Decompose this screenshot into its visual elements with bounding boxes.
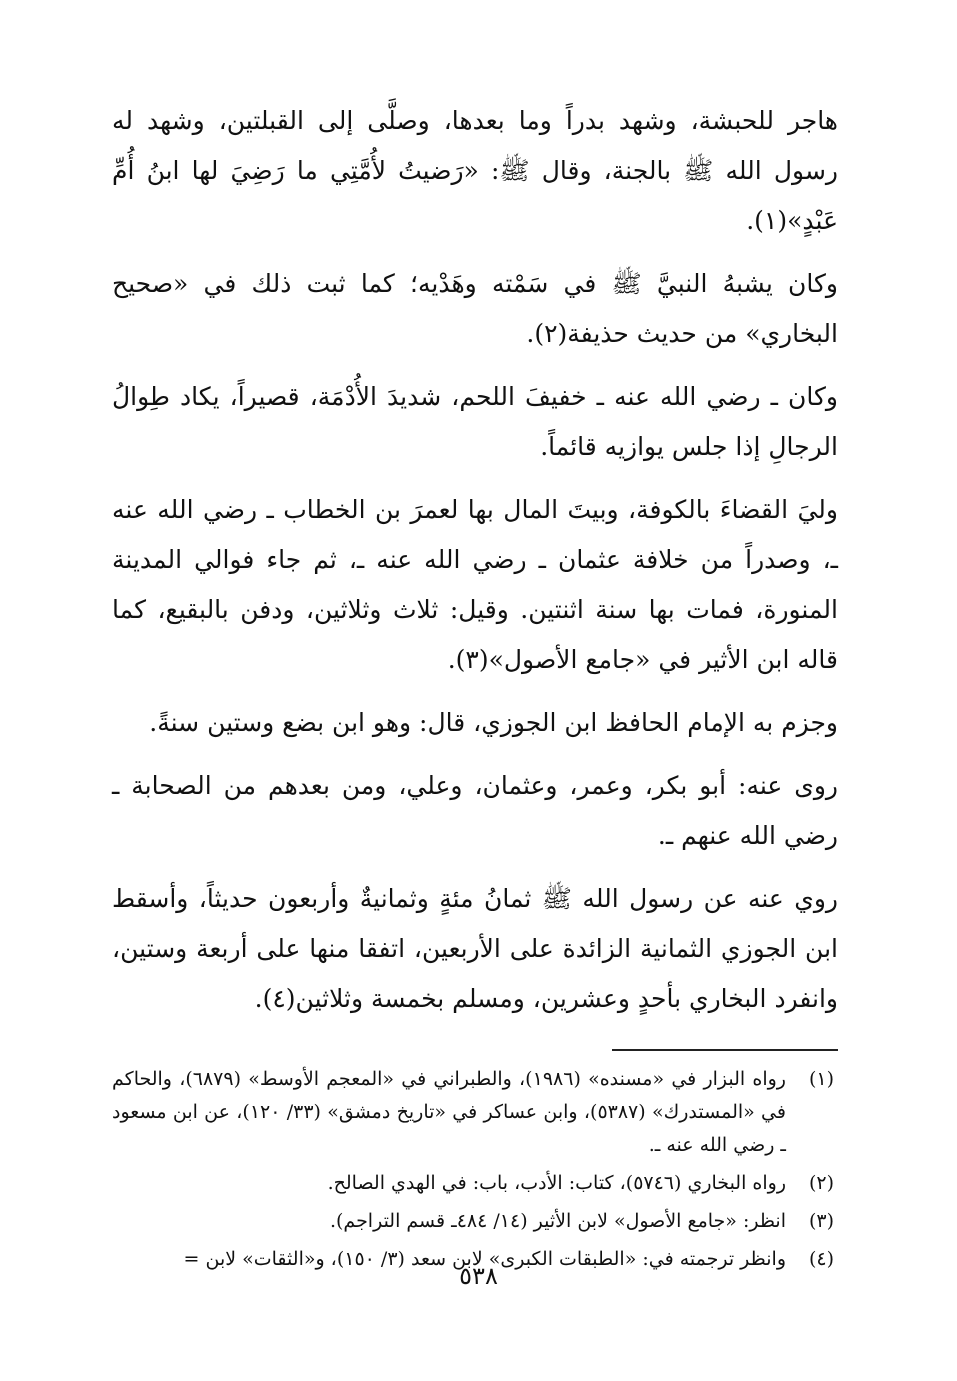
footnote-3 xyxy=(112,1205,838,1238)
paragraph-7: روي عنه عن رسول الله ﷺ ثمانُ مئةٍ وثمانيةٌ وأربعون حديثاً، وأسقط ابن الجوزي الثمانية الزائدة على الأربعين، اتفقا منها على أربعة وستين، وانفرد البخاري بأحدٍ وعشرين، ومسلم بخمسة وثلاثين(٤). xyxy=(112,884,838,1013)
footnote-number: (١) xyxy=(808,1068,834,1090)
footnote-text: وانظر ترجمته في: «الطبقات الكبرى» لابن سعد (٣/ ١٥٠)، و«الثقات» لابن = xyxy=(183,1248,786,1270)
footnotes xyxy=(112,1063,838,1276)
paragraph-1: هاجر للحبشة، وشهد بدراً وما بعدها، وصلَّى إلى القبلتين، وشهد له رسول الله ﷺ بالجنة، وقال ﷺ: «رَضيتُ لأُمَّتِي ما رَضِيَ لها ابنُ أُمِّ عَبْدٍ»(١). xyxy=(112,106,838,235)
paragraph-5: وجزم به الإمام الحافظ ابن الجوزي، قال: وهو ابن بضع وستين سنةً. xyxy=(149,708,838,737)
footnote-separator xyxy=(612,1049,838,1051)
paragraph-6: روى عنه: أبو بكر، وعمر، وعثمان، وعلي، ومن بعدهم من الصحابة ـ رضي الله عنهم ـ. xyxy=(112,771,838,850)
main-text xyxy=(112,96,838,1024)
footnote-text: رواه البخاري (٥٧٤٦)، كتاب: الأدب، باب: في الهدي الصالح. xyxy=(327,1172,786,1194)
paragraph-3: وكان ـ رضي الله عنه ـ خفيفَ اللحم، شديدَ الأُدْمَة، قصيراً، يكاد طِوالُ الرجالِ إذا جلس يوازيه قائماً. xyxy=(112,382,838,461)
footnote-number: (٣) xyxy=(808,1210,834,1232)
paragraph-2: وكان يشبهُ النبيَّ ﷺ في سَمْته وهَدْيه؛ كما ثبت ذلك في «صحيح البخاري» من حديث حذيفة(٢). xyxy=(112,269,838,348)
footnote-text: انظر: «جامع الأصول» لابن الأثير (١٤/ ٤٨٤ـ قسم التراجم). xyxy=(329,1210,786,1232)
paragraph-4: وليَ القضاءَ بالكوفة، وبيتَ المال بها لعمرَ بن الخطاب ـ رضي الله عنه ـ، وصدراً من خلافة عثمان ـ رضي الله عنه ـ، ثم جاء فوالي المدينة المنورة، فمات بها سنة اثنتين. وقيل: ثلاث وثلاثين، ودفن بالبقيع، كما قاله ابن الأثير في «جامع الأصول»(٣). xyxy=(112,495,838,674)
page-number: ٥٣٨ xyxy=(459,1262,498,1290)
book-page xyxy=(112,96,838,1281)
footnote-number: (٤) xyxy=(808,1248,834,1270)
footnote-number: (٢) xyxy=(808,1172,834,1194)
footnote-text: رواه البزار في «مسنده» (١٩٨٦)، والطبراني في «المعجم الأوسط» (٦٨٧٩)، والحاكم في «المستدرك» (٥٣٨٧)، وابن عساكر في «تاريخ دمشق» (٣٣/ ١٢٠)، عن ابن مسعود ـ رضي الله عنه ـ. xyxy=(112,1068,786,1156)
footnote-2 xyxy=(112,1167,838,1200)
footnote-1 xyxy=(112,1063,838,1162)
